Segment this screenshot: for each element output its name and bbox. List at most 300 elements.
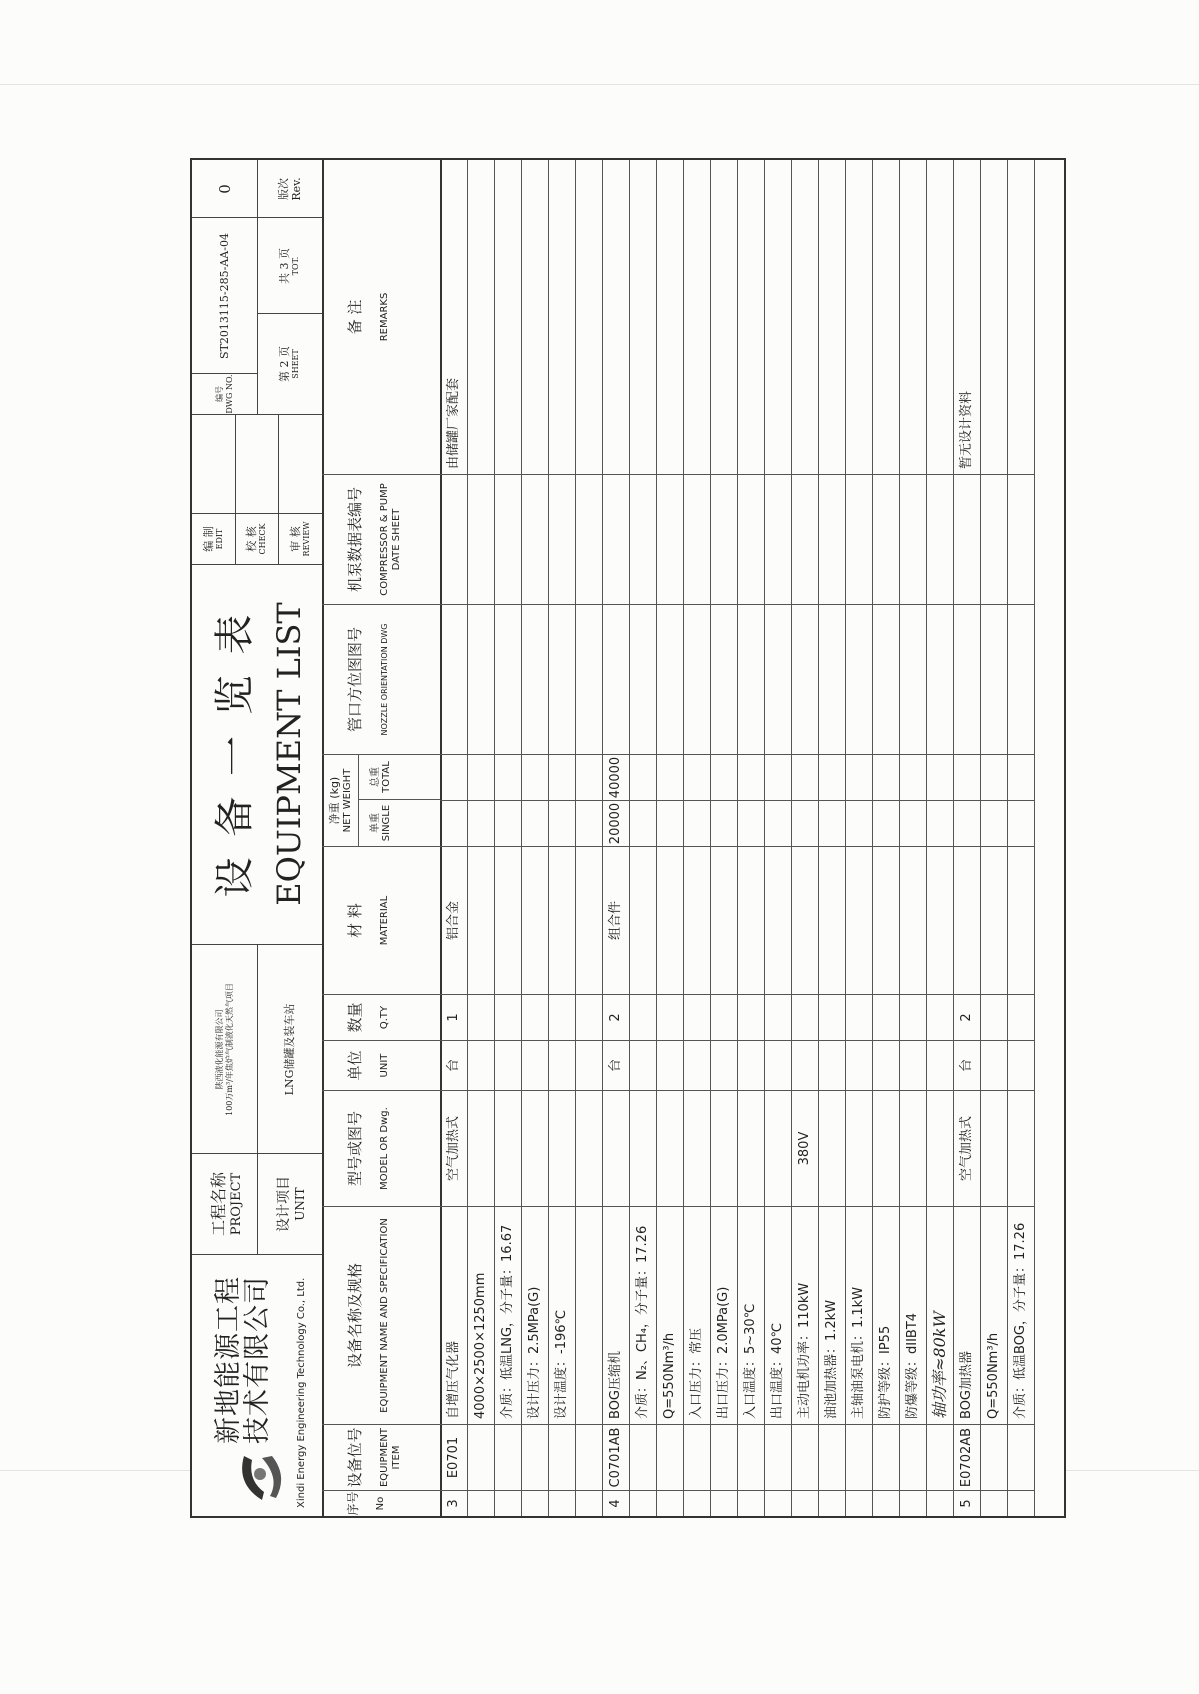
total-label-en: TOT. (291, 256, 300, 276)
cell-pump (548, 474, 575, 604)
cell-unit (791, 1040, 818, 1090)
cell-item (818, 1424, 845, 1490)
cell-material (656, 846, 683, 994)
cell-pump (980, 474, 1007, 604)
cell-model (818, 1090, 845, 1206)
review-label-en: REVIEW (301, 521, 311, 557)
cell-material (872, 846, 899, 994)
cell-nozzle (818, 604, 845, 754)
cell-single (629, 800, 656, 846)
cell-qty (845, 994, 872, 1040)
project-block (192, 944, 322, 1254)
cell-unit (467, 1040, 494, 1090)
cell-unit: 台 (602, 1040, 629, 1090)
cell-single (818, 800, 845, 846)
cell-remarks (656, 160, 683, 474)
cell-total (656, 754, 683, 800)
cell-qty (629, 994, 656, 1040)
cell-no: 4 (602, 1490, 629, 1516)
company-name-line-2: 技术有限公司 (242, 1276, 273, 1444)
cell-pump (575, 474, 602, 604)
col-model-cn: 型号或图号 (346, 1111, 364, 1187)
cell-no (980, 1490, 1007, 1516)
col-unit-en: UNIT (379, 1053, 390, 1078)
table-row (872, 160, 900, 1516)
cell-item (710, 1424, 737, 1490)
col-single-cn: 单重 (370, 813, 381, 833)
cell-total (872, 754, 899, 800)
col-weight-en: NET WEIGHT (342, 768, 353, 833)
col-qty (322, 994, 440, 1040)
cell-single (710, 800, 737, 846)
review-label-cn: 审 核 (288, 526, 302, 552)
cell-qty: 2 (602, 994, 629, 1040)
cell-pump (764, 474, 791, 604)
cell-name: 入口温度：5~30℃ (737, 1206, 764, 1424)
cell-item (656, 1424, 683, 1490)
cell-pump (899, 474, 926, 604)
edit-label-en: EDIT (215, 528, 224, 550)
cell-remarks (818, 160, 845, 474)
cell-model (656, 1090, 683, 1206)
cell-model: 380V (791, 1090, 818, 1206)
table-row (548, 160, 576, 1516)
cell-material: 组合件 (602, 846, 629, 994)
cell-name: 主动电机功率：110kW (791, 1206, 818, 1424)
cell-model (494, 1090, 521, 1206)
cell-nozzle (926, 604, 953, 754)
cell-single (521, 800, 548, 846)
cell-single (467, 800, 494, 846)
cell-model (926, 1090, 953, 1206)
cell-qty: 1 (440, 994, 467, 1040)
cell-total (548, 754, 575, 800)
table-row (791, 160, 819, 1516)
cell-remarks (629, 160, 656, 474)
cell-remarks (764, 160, 791, 474)
cell-total (791, 754, 818, 800)
col-nozzle-en: NOZZLE ORIENTATION DWG (380, 623, 389, 736)
cell-pump (845, 474, 872, 604)
cell-name: 设计温度：-196℃ (548, 1206, 575, 1424)
cell-nozzle (440, 604, 467, 754)
cell-item: E0702AB (953, 1424, 980, 1490)
table-row (818, 160, 846, 1516)
cell-unit (656, 1040, 683, 1090)
col-no-cn: 序号 (346, 1491, 360, 1516)
project-value-2: 100万m³/年焦炉气制液化天然气项目 (224, 983, 234, 1116)
cell-no (521, 1490, 548, 1516)
rev-label-en: Rev. (289, 177, 303, 201)
cell-item (548, 1424, 575, 1490)
cell-model (602, 1090, 629, 1206)
cell-no (818, 1490, 845, 1516)
cell-name: 入口压力：常压 (683, 1206, 710, 1424)
cell-material (926, 846, 953, 994)
col-name-en: EQUIPMENT NAME AND SPECIFICATION (379, 1218, 390, 1413)
table-row (899, 160, 927, 1516)
cell-no (683, 1490, 710, 1516)
cell-nozzle (521, 604, 548, 754)
cell-model (764, 1090, 791, 1206)
cell-no (737, 1490, 764, 1516)
cell-nozzle (683, 604, 710, 754)
cell-no (494, 1490, 521, 1516)
cell-remarks (602, 160, 629, 474)
cell-name: Q=550Nm³/h (656, 1206, 683, 1424)
cell-item (629, 1424, 656, 1490)
sheet-text: 第 2 页 (278, 346, 291, 382)
company-name-cn (214, 1276, 272, 1444)
cell-name: 介质：低温LNG，分子量：16.67 (494, 1206, 521, 1424)
cell-remarks (683, 160, 710, 474)
cell-item (764, 1424, 791, 1490)
cell-item (872, 1424, 899, 1490)
cell-material (818, 846, 845, 994)
rotated-sheet (190, 158, 1066, 1518)
unit-label-en: UNIT (292, 1187, 307, 1221)
cell-no (548, 1490, 575, 1516)
cell-remarks (872, 160, 899, 474)
col-weight (322, 754, 440, 846)
cell-no (1007, 1490, 1034, 1516)
project-label-cn: 工程名称 (208, 1172, 228, 1237)
cell-model (737, 1090, 764, 1206)
cell-model (845, 1090, 872, 1206)
cell-qty (1007, 994, 1034, 1040)
cell-nozzle (980, 604, 1007, 754)
cell-model (872, 1090, 899, 1206)
cell-total (629, 754, 656, 800)
table-row (602, 160, 630, 1516)
cell-qty (521, 994, 548, 1040)
company-logo-icon (232, 1452, 284, 1504)
cell-total (710, 754, 737, 800)
cell-no (710, 1490, 737, 1516)
cell-total (764, 754, 791, 800)
cell-single (548, 800, 575, 846)
table-row (440, 160, 468, 1516)
cell-total (521, 754, 548, 800)
cell-item (575, 1424, 602, 1490)
col-remarks-en: REMARKS (379, 292, 390, 342)
cell-nozzle (656, 604, 683, 754)
cell-qty (737, 994, 764, 1040)
cell-model (467, 1090, 494, 1206)
cell-no: 5 (953, 1490, 980, 1516)
col-total-en: TOTAL (381, 761, 392, 793)
col-pump (322, 474, 440, 604)
cell-no (656, 1490, 683, 1516)
cell-qty (656, 994, 683, 1040)
cell-total (1007, 754, 1034, 800)
cell-no (926, 1490, 953, 1516)
table-row (737, 160, 765, 1516)
cell-remarks (791, 160, 818, 474)
cell-unit (926, 1040, 953, 1090)
dwg-label-cn: 编号 (214, 386, 224, 402)
edit-label-cn: 编 制 (202, 526, 215, 552)
cell-single (1007, 800, 1034, 846)
cell-model (980, 1090, 1007, 1206)
cell-unit (521, 1040, 548, 1090)
cell-total (899, 754, 926, 800)
cell-name: 4000×2500×1250mm (467, 1206, 494, 1424)
col-no-en: No (375, 1496, 386, 1511)
col-item-cn: 设备位号 (346, 1427, 364, 1488)
col-qty-en: Q.TY (379, 1005, 390, 1030)
cell-unit (494, 1040, 521, 1090)
cell-unit (683, 1040, 710, 1090)
cell-material (953, 846, 980, 994)
cell-item (737, 1424, 764, 1490)
cell-total (926, 754, 953, 800)
title-en: EQUIPMENT LIST (270, 602, 308, 906)
company-name-line-1: 新地能源工程 (213, 1276, 244, 1444)
cell-pump (1007, 474, 1034, 604)
cell-single (872, 800, 899, 846)
check-label-cn: 校 核 (245, 526, 258, 552)
cell-remarks (926, 160, 953, 474)
table-row (845, 160, 873, 1516)
col-model (322, 1090, 440, 1206)
cell-nozzle (899, 604, 926, 754)
cell-item (791, 1424, 818, 1490)
cell-qty (980, 994, 1007, 1040)
cell-item (980, 1424, 1007, 1490)
cell-nozzle (494, 604, 521, 754)
cell-single (737, 800, 764, 846)
cell-model (710, 1090, 737, 1206)
document-title (192, 564, 322, 944)
cell-total (494, 754, 521, 800)
cell-pump (710, 474, 737, 604)
cell-pump (791, 474, 818, 604)
cell-item (926, 1424, 953, 1490)
cell-item (1007, 1424, 1034, 1490)
cell-pump (737, 474, 764, 604)
cell-pump (521, 474, 548, 604)
total-text: 共 3 页 (278, 248, 291, 284)
cell-pump (494, 474, 521, 604)
cell-qty (494, 994, 521, 1040)
project-value-1: 陕西液化能源有限公司 (214, 1009, 224, 1090)
cell-nozzle (764, 604, 791, 754)
revision-value: 0 (215, 184, 234, 194)
cell-nozzle (872, 604, 899, 754)
cell-qty (764, 994, 791, 1040)
cell-single (575, 800, 602, 846)
cell-qty: 2 (953, 994, 980, 1040)
cell-pump (467, 474, 494, 604)
cell-item (683, 1424, 710, 1490)
col-unit-cn: 单位 (346, 1050, 364, 1081)
cell-material (980, 846, 1007, 994)
col-single-en: SINGLE (381, 804, 392, 842)
cell-pump (440, 474, 467, 604)
cell-no: 3 (440, 1490, 467, 1516)
cell-unit (845, 1040, 872, 1090)
cell-unit (872, 1040, 899, 1090)
cell-qty (710, 994, 737, 1040)
col-nozzle-cn: 管口方位图图号 (346, 627, 364, 733)
cell-pump (818, 474, 845, 604)
title-block (192, 160, 324, 1516)
cell-unit (548, 1040, 575, 1090)
cell-unit (899, 1040, 926, 1090)
cell-qty (818, 994, 845, 1040)
col-model-en: MODEL OR Dwg. (379, 1107, 390, 1190)
cell-remarks (467, 160, 494, 474)
cell-single (764, 800, 791, 846)
cell-pump (926, 474, 953, 604)
cell-no (575, 1490, 602, 1516)
cell-unit: 台 (953, 1040, 980, 1090)
cell-nozzle (629, 604, 656, 754)
cell-remarks (575, 160, 602, 474)
cell-name: 介质：低温BOG，分子量：17.26 (1007, 1206, 1034, 1424)
cell-item (845, 1424, 872, 1490)
cell-model (1007, 1090, 1034, 1206)
cell-name: 出口温度：40℃ (764, 1206, 791, 1424)
cell-unit (575, 1040, 602, 1090)
cell-name: 轴功率≈80kW (926, 1206, 953, 1424)
cell-model (521, 1090, 548, 1206)
cell-name (575, 1206, 602, 1424)
cell-material (575, 846, 602, 994)
col-remarks-cn: 备 注 (346, 299, 364, 335)
table-row (764, 160, 792, 1516)
cell-material (1007, 846, 1034, 994)
table-row (683, 160, 711, 1516)
cell-model (548, 1090, 575, 1206)
cell-item (899, 1424, 926, 1490)
cell-name: 防爆等级：dIIBT4 (899, 1206, 926, 1424)
check-label-en: CHECK (258, 523, 267, 555)
cell-pump (656, 474, 683, 604)
cell-single (845, 800, 872, 846)
cell-item (494, 1424, 521, 1490)
cell-unit (980, 1040, 1007, 1090)
cell-remarks (521, 160, 548, 474)
cell-single (926, 800, 953, 846)
cell-unit (737, 1040, 764, 1090)
cell-name: 主轴油泵电机：1.1kW (845, 1206, 872, 1424)
column-header-row (322, 160, 442, 1516)
col-weight-cn: 净重 (kg) (328, 776, 341, 825)
cell-nozzle (737, 604, 764, 754)
cell-nozzle (548, 604, 575, 754)
company-name-en: Xindi Energy Engineering Technology Co., Ltd. (296, 1277, 307, 1508)
col-unit (322, 1040, 440, 1090)
col-qty-cn: 数量 (346, 1002, 364, 1033)
cell-material (494, 846, 521, 994)
col-material-cn: 材 料 (346, 903, 364, 938)
cell-name: Q=550Nm³/h (980, 1206, 1007, 1424)
company-block (192, 1254, 322, 1516)
cell-material: 铝合金 (440, 846, 467, 994)
table-row (953, 160, 981, 1516)
cell-pump (953, 474, 980, 604)
cell-name: 防护等级：IP55 (872, 1206, 899, 1424)
col-nozzle (322, 604, 440, 754)
cell-total (818, 754, 845, 800)
cell-name: 介质：N₂、CH₄，分子量：17.26 (629, 1206, 656, 1424)
cell-pump (602, 474, 629, 604)
cell-single (656, 800, 683, 846)
cell-nozzle (467, 604, 494, 754)
cell-qty (791, 994, 818, 1040)
cell-material (521, 846, 548, 994)
table-row (467, 160, 495, 1516)
cell-qty (683, 994, 710, 1040)
table-row (656, 160, 684, 1516)
cell-single (953, 800, 980, 846)
table-row (926, 160, 954, 1516)
cell-item: C0701AB (602, 1424, 629, 1490)
cell-no (845, 1490, 872, 1516)
cell-qty (899, 994, 926, 1040)
cell-name: 出口压力：2.0MPa(G) (710, 1206, 737, 1424)
cell-remarks: 暂无设计资料 (959, 390, 974, 469)
cell-no (872, 1490, 899, 1516)
cell-remarks (494, 160, 521, 474)
cell-qty (575, 994, 602, 1040)
sheet-label-en: SHEET (291, 349, 300, 379)
cell-single: 20000 (602, 800, 629, 846)
cell-no (467, 1490, 494, 1516)
cell-material (467, 846, 494, 994)
cell-material (737, 846, 764, 994)
cell-material (629, 846, 656, 994)
cell-remarks: 由储罐厂家配套 (446, 377, 461, 469)
col-material-en: MATERIAL (379, 895, 390, 946)
cell-item (521, 1424, 548, 1490)
cell-total (467, 754, 494, 800)
cell-total (953, 754, 980, 800)
table-row (710, 160, 738, 1516)
cell-material (845, 846, 872, 994)
cell-material (899, 846, 926, 994)
cell-remarks (737, 160, 764, 474)
cell-total (980, 754, 1007, 800)
rev-label-cn: 版次 (276, 178, 290, 200)
cell-model (899, 1090, 926, 1206)
cell-model (683, 1090, 710, 1206)
cell-single (791, 800, 818, 846)
dwg-number: ST2013115-285-AA-04 (218, 233, 231, 359)
cell-single (980, 800, 1007, 846)
cell-remarks (899, 160, 926, 474)
col-pump-en: COMPRESSOR & PUMP DATE SHEET (379, 483, 402, 596)
cell-single (494, 800, 521, 846)
cell-remarks (710, 160, 737, 474)
col-total-cn: 总重 (370, 767, 381, 787)
cell-name: BOG加热器 (953, 1206, 980, 1424)
cell-unit (710, 1040, 737, 1090)
col-pump-cn: 机泵数据表编号 (346, 487, 364, 593)
cell-unit (818, 1040, 845, 1090)
signature-block (192, 414, 322, 564)
table-row (575, 160, 603, 1516)
col-remarks (322, 160, 440, 474)
cell-model: 空气加热式 (953, 1090, 980, 1206)
cell-total (575, 754, 602, 800)
unit-label-cn: 设计项目 (275, 1176, 292, 1232)
table-row (980, 160, 1008, 1516)
cell-single (440, 800, 467, 846)
cell-remarks (980, 160, 1007, 474)
